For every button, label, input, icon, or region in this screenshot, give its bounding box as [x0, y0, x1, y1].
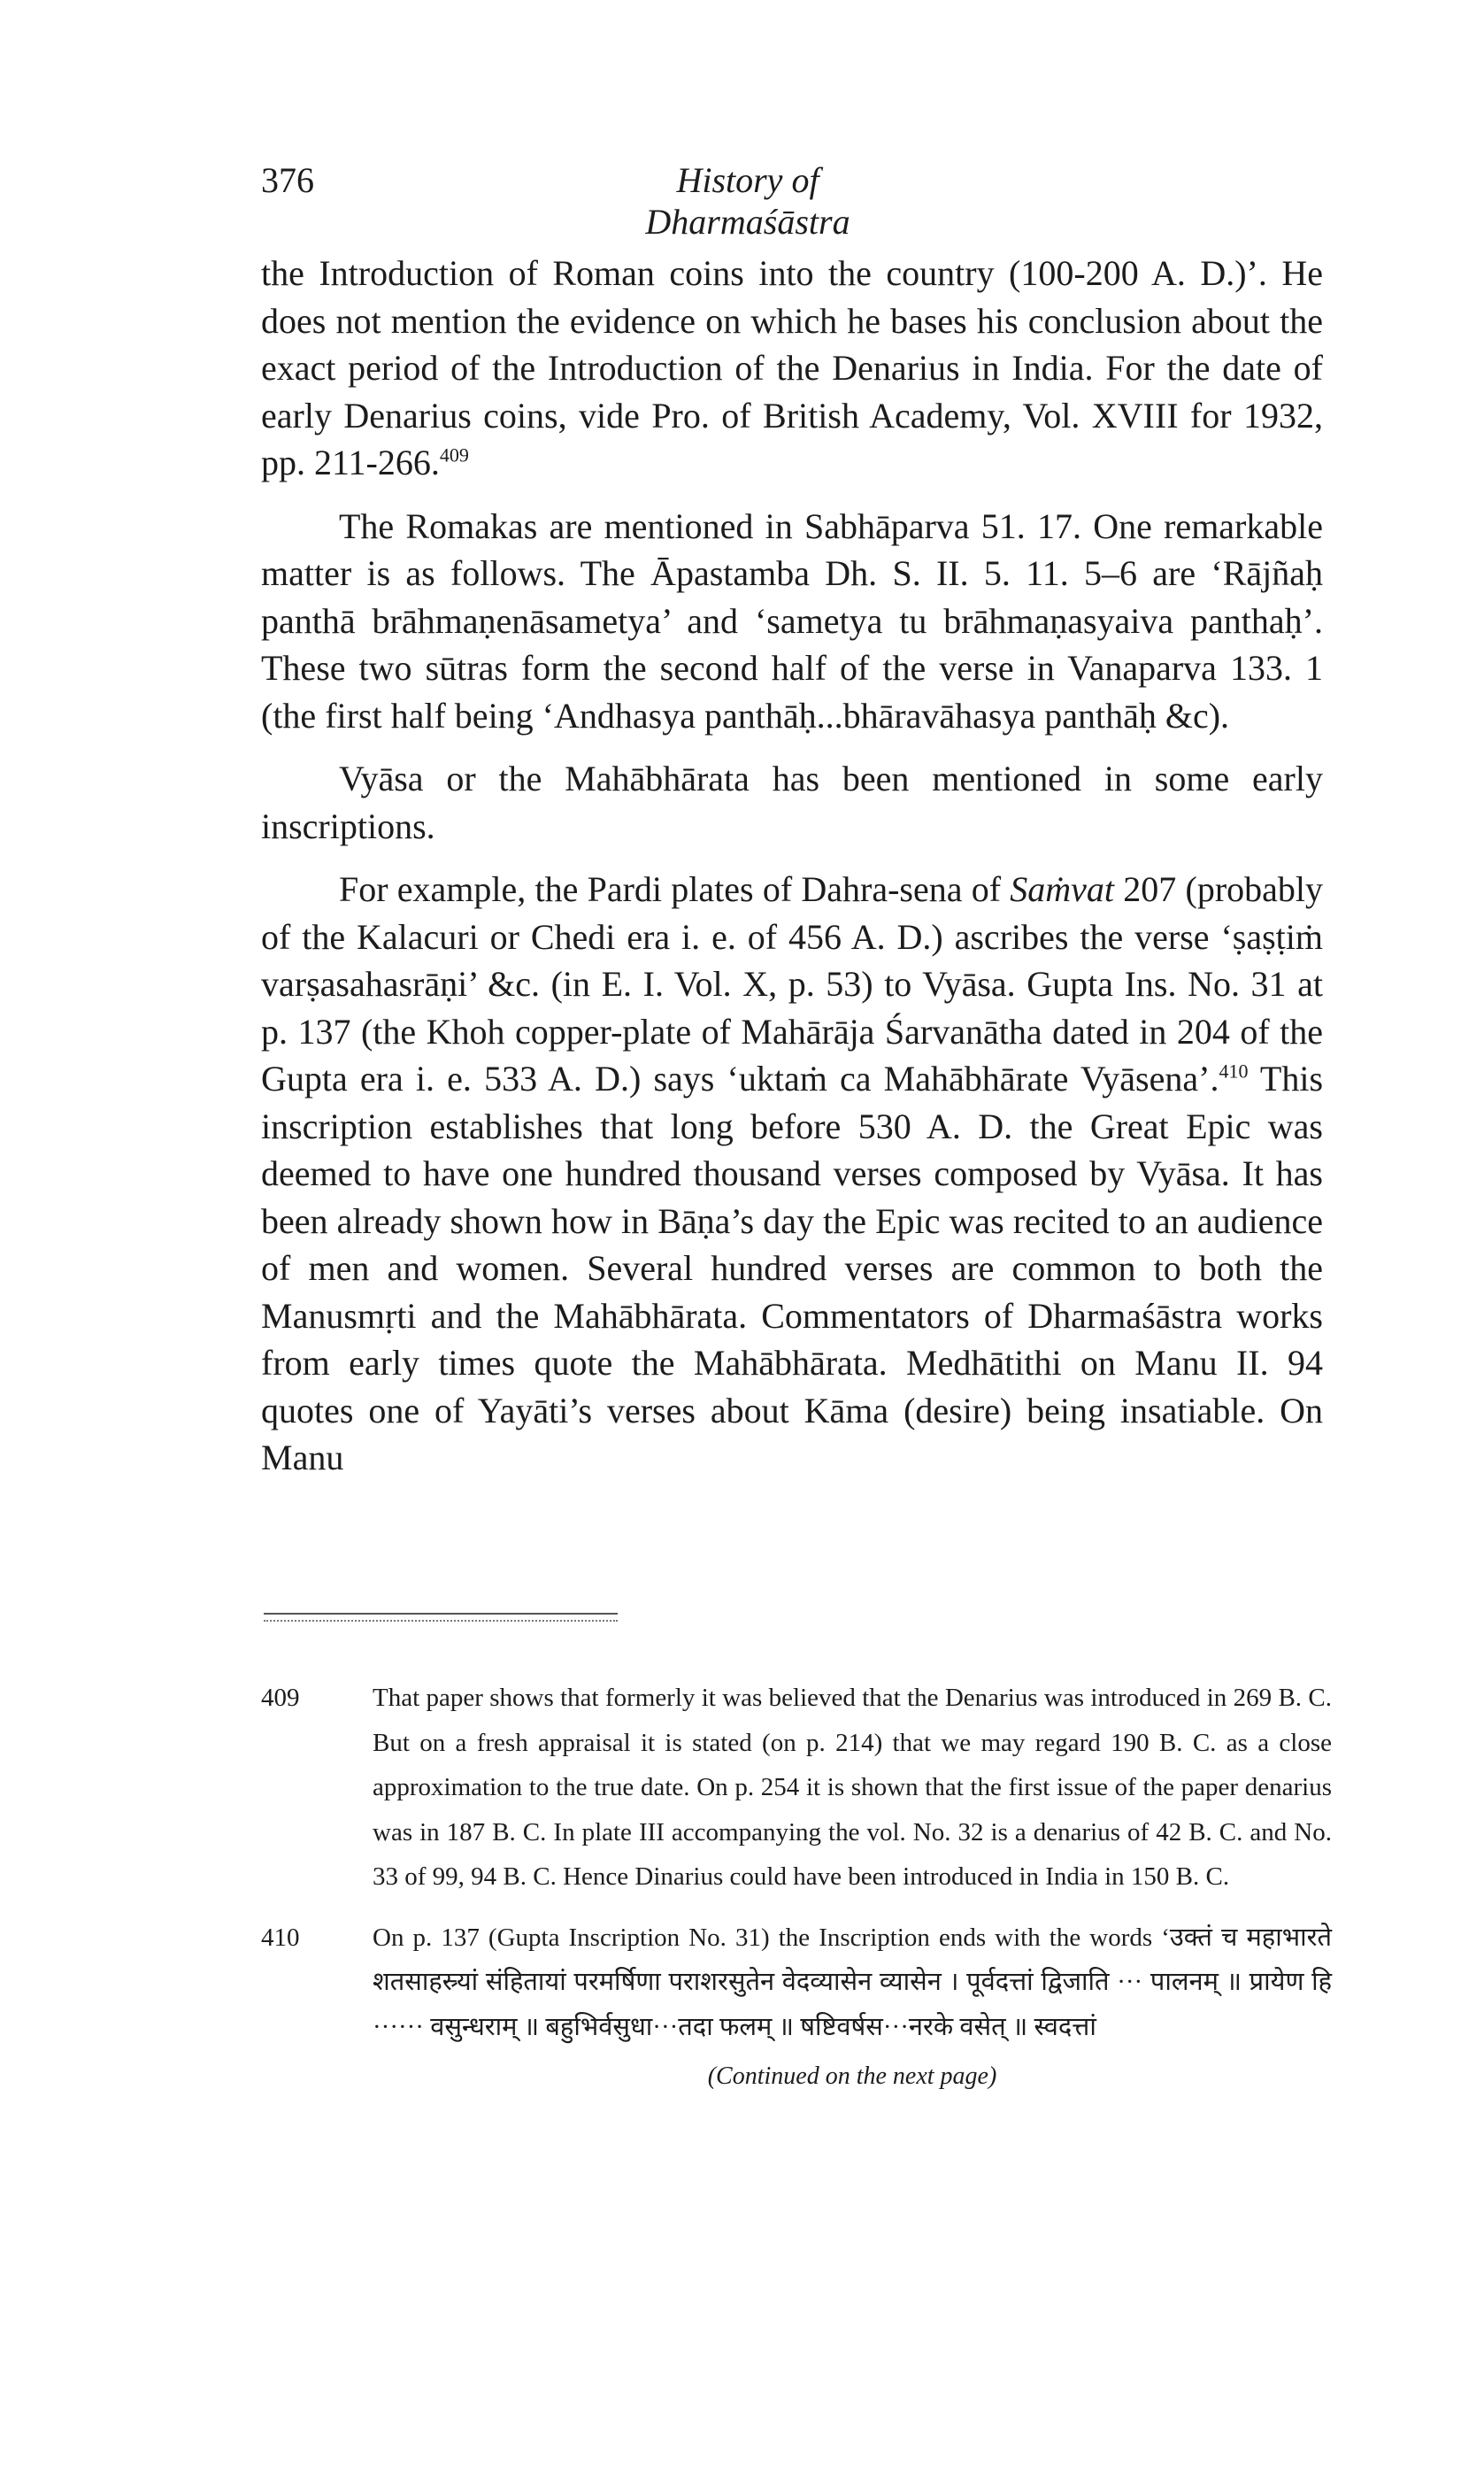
paragraph-4	[261, 866, 1323, 1482]
footnote-ref-409: 409	[439, 443, 469, 466]
continued-note: (Continued on the next page)	[707, 2062, 997, 2090]
page-header	[261, 159, 1323, 242]
paragraph-3: Vyāsa or the Mahābhārata has been mentioned in some early inscriptions.	[261, 759, 1323, 846]
paragraph-4-text-b: 207 (probably of the Kalacuri or Chedi era i. e. of 456 A. D.) ascribes the verse ‘ṣaṣṭiṁ varṣasahasrāṇi’ &c. (in E. I. Vol. X, p. 53) to Vyāsa. Gupta Ins. No. 31 at p. 137 (the Khoh copper-plate of Mahārāja Śarvanātha dated in 204 of the Gupta era i. e. 533 A. D.) says ‘uktaṁ ca Mahābhārate Vyāsena’.	[261, 869, 1324, 1099]
running-title: History of Dharmaśāstra	[645, 160, 850, 242]
footnote-409	[261, 1676, 1332, 1900]
footnote-ref-410: 410	[1219, 1060, 1249, 1083]
footnote-separator	[264, 1613, 618, 1622]
footnote-number: 409	[261, 1684, 300, 1712]
paragraph-1	[261, 250, 1323, 487]
main-text	[261, 250, 1323, 1482]
paragraph-4-text-c: This inscription establishes that long before 530 A. D. the Great Epic was deemed to have one hundred thousand verses composed by Vyāsa. It has been already shown how in Bāṇa’s day the Epic was recited to an audience of men and women. Several hundred verses are common to both the Manusmṛti and the Mahābhārata. Commentators of Dharmaśāstra works from early times quote the Mahābhārata. Medhātithi on Manu II. 94 quotes one of Yayāti’s verses about Kāma (desire) being insatiable. On Manu	[261, 1059, 1324, 1477]
paragraph-4-text-a: For example, the Pardi plates of Dahra-sena of	[339, 869, 1011, 909]
samvat-term: Saṁvat	[1010, 869, 1115, 909]
footnote-410	[261, 1916, 1332, 2050]
footnote-text: On p. 137 (Gupta Inscription No. 31) the Inscription ends with the words ‘उक्तं च महाभारते शतसाहस्र्यां संहितायां परमर्षिणा पराशरसुतेन वेदव्यासेन व्यासेन । पूर्वदत्तां द्विजाति ··· पालनम् ॥ प्रायेण हि ······ वसुन्धराम् ॥ बहुभिर्वसुधा···तदा फलम् ॥ षष्टिवर्षस···नरके वसेत् ॥ स्वदत्तां	[373, 1923, 1332, 2041]
footnotes	[261, 1676, 1332, 2100]
footnote-number: 410	[261, 1923, 300, 1952]
paragraph-2: The Romakas are mentioned in Sabhāparva 51. 17. One remarkable matter is as follows. The Āpastamba Dh. S. II. 5. 11. 5–6 are ‘Rājñaḥ panthā brāhmaṇenāsametya’ and ‘sametya tu brāhmaṇasyaiva panthaḥ’. These two sūtras form the second half of the verse in Vanaparva 133. 1 (the first half being ‘Andhasya panthāḥ...bhāravāhasya panthāḥ &c).	[261, 505, 1323, 736]
footnote-text: That paper shows that formerly it was believed that the Denarius was introduced in 269 B. C. But on a fresh appraisal it is stated (on p. 214) that we may regard 190 B. C. as a close approximation to the true date. On p. 254 it is shown that the first issue of the paper denarius was in 187 B. C. In plate III accompanying the vol. No. 32 is a denarius of 42 B. C. and No. 33 of 99, 94 B. C. Hence Dinarius could have been introduced in India in 150 B. C.	[373, 1684, 1332, 1891]
paragraph-1-text: the Introduction of Roman coins into the country (100-200 A. D.)’. He does not mention the evidence on which he bases his conclusion about the exact period of the Introduction of the Denarius in India. For the date of early Denarius coins, vide Pro. of British Academy, Vol. XVIII for 1932, pp. 211-266.	[261, 253, 1323, 482]
page-number: 376	[261, 160, 314, 200]
